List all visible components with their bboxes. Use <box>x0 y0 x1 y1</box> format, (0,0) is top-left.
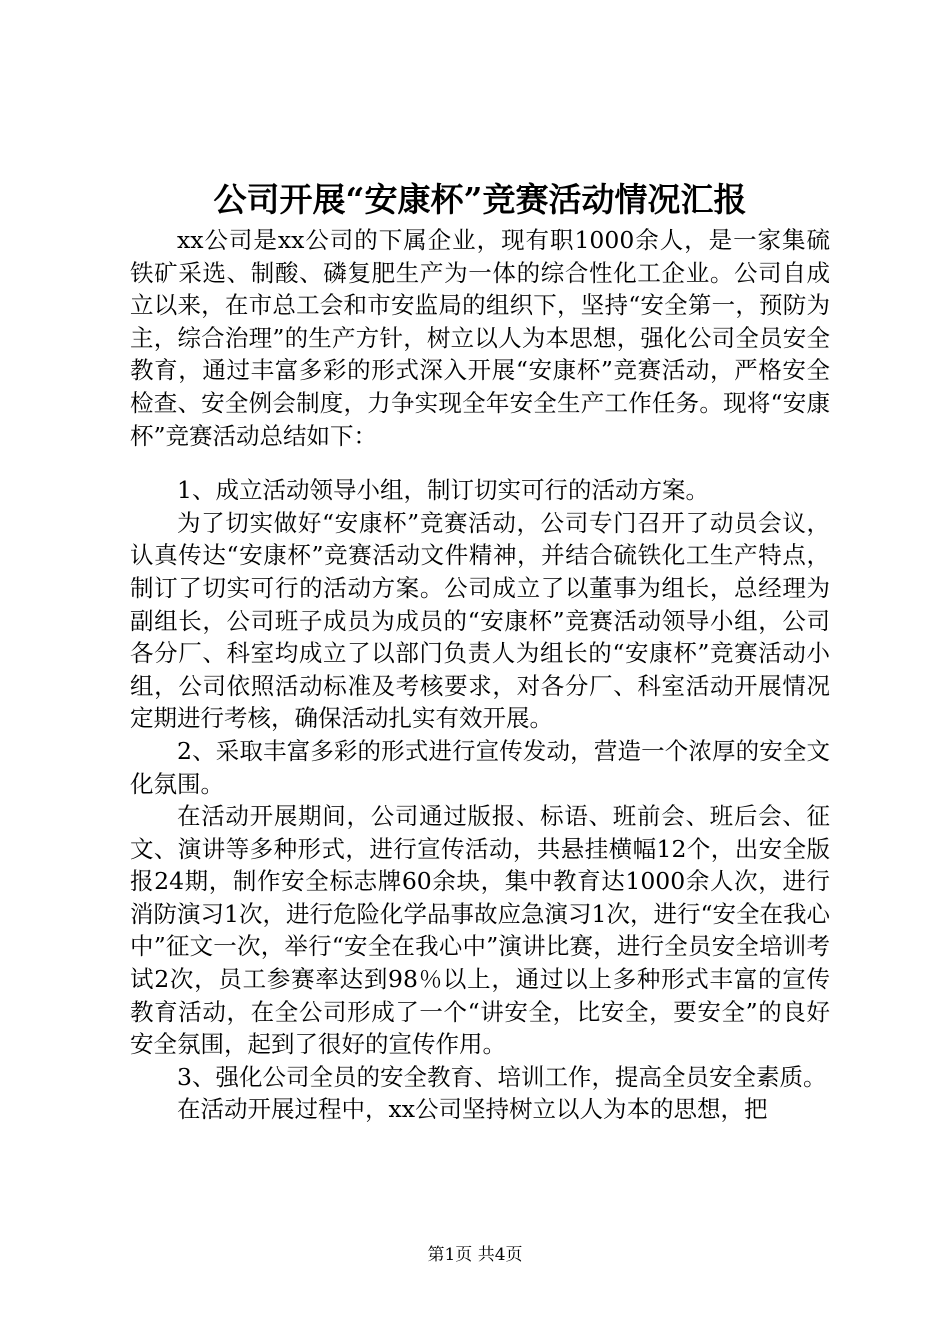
document-page <box>130 180 830 1126</box>
section-heading-2: 2、采取丰富多彩的形式进行宣传发动，营造一个浓厚的安全文化氛围。 <box>130 736 830 798</box>
paragraph-section-2: 在活动开展期间，公司通过版报、标语、班前会、班后会、征文、演讲等多种形式，进行宣传活动，共悬挂横幅12个，出安全版报24期，制作安全标志牌60余块，集中教育达1000余人次，进行消防演习1次，进行危险化学品事故应急演习1次，进行“安全在我心中”征文一次，举行“安全在我心中”演讲比赛，进行全员安全培训考试2次，员工参赛率达到98％以上，通过以上多种形式丰富的宣传教育活动，在全公司形成了一个“讲安全，比安全，要安全”的良好安全氛围，起到了很好的宣传作用。 <box>130 802 830 1059</box>
page-footer: 第1页 共4页 <box>427 1245 523 1265</box>
section-heading-1: 1、成立活动领导小组，制订切实可行的活动方案。 <box>177 476 709 505</box>
paragraph-spacer <box>130 452 830 474</box>
paragraph-intro: xx公司是xx公司的下属企业，现有职1000余人，是一家集硫铁矿采选、制酸、磷复肥生产为一体的综合性化工企业。公司自成立以来，在市总工会和市安监局的组织下，坚持“安全第一，预防为主，综合治理”的生产方针，树立以人为本思想，强化公司全员安全教育，通过丰富多彩的形式深入开展“安康杯”竞赛活动，严格安全检查、安全例会制度，力争实现全年安全生产工作任务。现将“安康杯”竞赛活动总结如下： <box>130 226 830 450</box>
paragraph-section-1: 为了切实做好“安康杯”竞赛活动，公司专门召开了动员会议，认真传达“安康杯”竞赛活动文件精神，并结合硫铁化工生产特点，制订了切实可行的活动方案。公司成立了以董事为组长，总经理为副组长，公司班子成员为成员的“安康杯”竞赛活动领导小组，公司各分厂、科室均成立了以部门负责人为组长的“安康杯”竞赛活动小组，公司依照活动标准及考核要求，对各分厂、科室活动开展情况定期进行考核，确保活动扎实有效开展。 <box>130 508 830 733</box>
document-title: 公司开展“安康杯”竞赛活动情况汇报 <box>213 180 747 219</box>
section-heading-3: 3、强化公司全员的安全教育、培训工作，提高全员安全素质。 <box>177 1062 827 1091</box>
paragraph-section-3: 在活动开展过程中，xx公司坚持树立以人为本的思想，把 <box>177 1095 768 1124</box>
